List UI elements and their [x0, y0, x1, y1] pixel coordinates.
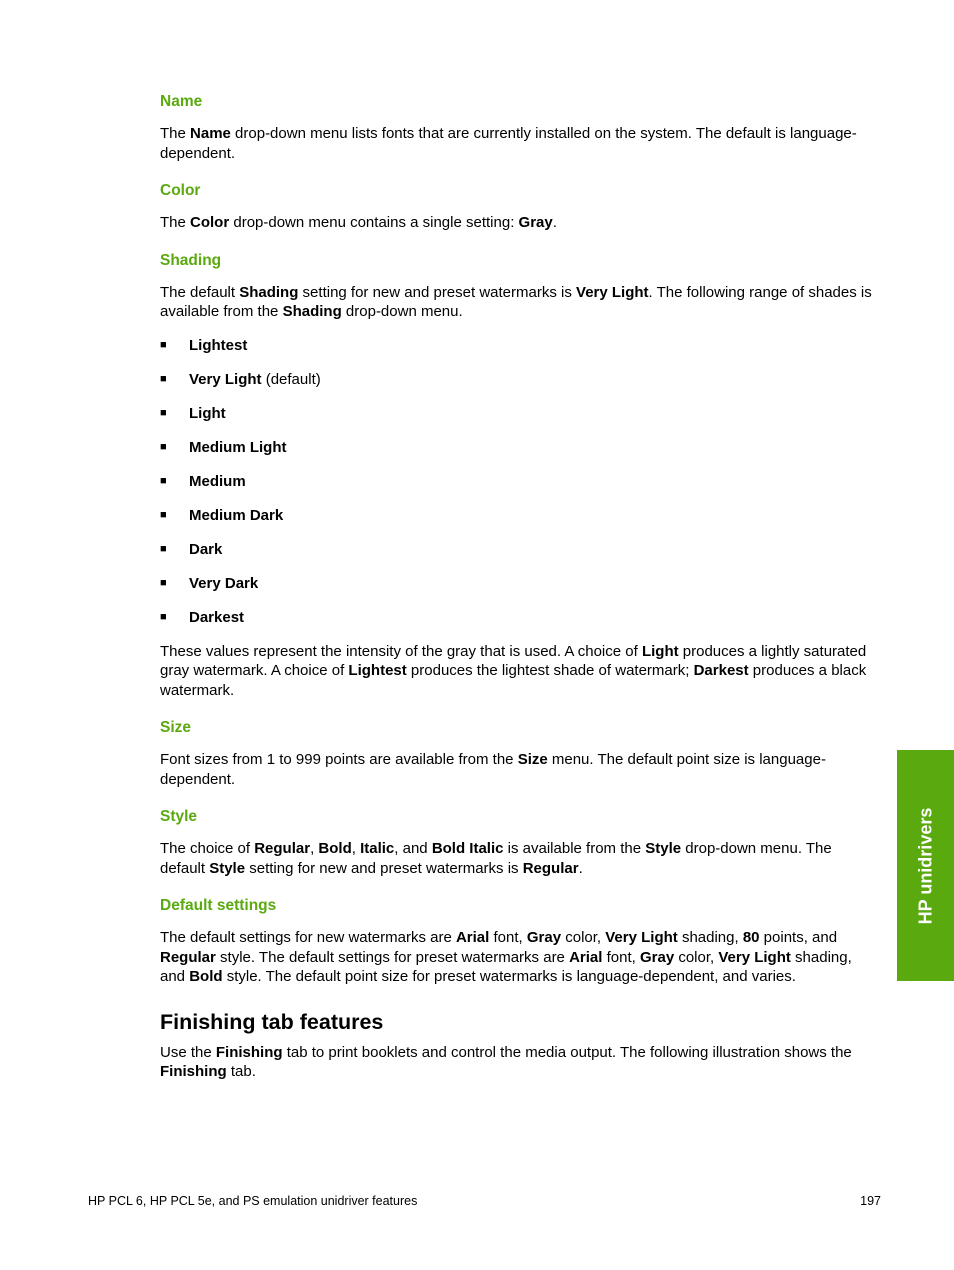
paragraph-style: [160, 839, 878, 878]
text-run: produces a black watermark.: [160, 662, 867, 699]
bold-term: Darkest: [693, 662, 749, 679]
text-run: The choice of: [160, 840, 255, 857]
bold-term: Arial: [569, 948, 603, 966]
bold-term: Regular: [522, 859, 579, 877]
list-item: [160, 472, 878, 506]
bold-term: Bold: [189, 968, 223, 985]
text-run: ,: [310, 840, 319, 857]
shading-option-note: (default): [261, 370, 321, 388]
paragraph-shading-explanation: [160, 642, 878, 701]
shading-option-label: Darkest: [189, 608, 245, 626]
section-heading-size: Size: [160, 719, 192, 736]
bold-term: Style: [645, 840, 682, 857]
bullet-square-icon: ■: [160, 508, 167, 521]
shading-option-label: Medium: [189, 472, 246, 490]
page-content: [160, 92, 878, 1082]
bold-term: Very Light: [576, 283, 649, 301]
bullet-square-icon: ■: [160, 610, 167, 623]
page-number: 197: [860, 1194, 881, 1208]
text-run: The: [160, 214, 191, 231]
list-item: [160, 574, 878, 608]
paragraph-default-settings: [160, 928, 878, 987]
bold-term: Color: [190, 214, 230, 231]
shading-option-label: Lightest: [189, 336, 248, 354]
section-heading-name: Name: [160, 93, 203, 110]
text-run: . The following range of shades is available from the: [160, 283, 872, 320]
list-item: [160, 336, 878, 370]
shading-option-label: Medium Dark: [189, 506, 284, 524]
text-run: , and: [394, 840, 432, 857]
bullet-square-icon: ■: [160, 338, 167, 351]
text-run: color,: [561, 929, 606, 946]
footer-title: HP PCL 6, HP PCL 5e, and PS emulation unidriver features: [88, 1194, 418, 1208]
text-run: The default: [160, 283, 240, 301]
bullet-square-icon: ■: [160, 474, 167, 487]
text-run: tab to print booklets and control the media output. The following illustration shows the: [282, 1043, 852, 1061]
bold-term: Regular: [254, 840, 311, 857]
paragraph-color: [160, 213, 878, 233]
bullet-square-icon: ■: [160, 406, 167, 419]
text-run: produces a lightly saturated gray watermark. A choice of: [160, 642, 867, 679]
text-run: color,: [674, 948, 719, 966]
text-run: style. The default point size for preset watermarks is language-dependent, and varies.: [222, 968, 796, 985]
text-run: menu. The default point size is language-dependent.: [160, 751, 826, 788]
list-item: [160, 540, 878, 574]
text-run: points, and: [759, 929, 838, 946]
shading-option-label: Light: [189, 404, 226, 422]
text-run: .: [578, 859, 583, 877]
bullet-square-icon: ■: [160, 576, 167, 589]
text-run: The default settings for new watermarks are: [160, 929, 456, 946]
list-item: [160, 608, 878, 642]
bold-term: Arial: [455, 929, 490, 946]
section-heading-finishing: Finishing tab features: [160, 1009, 384, 1034]
bold-term: Bold Italic: [431, 840, 504, 857]
text-run: shading,: [677, 929, 743, 946]
bold-term: Gray: [518, 214, 553, 231]
paragraph-name: [160, 124, 878, 163]
text-run: drop-down menu lists fonts that are currently installed on the system. The default is language-dependent.: [160, 125, 857, 162]
shading-list: [160, 336, 878, 642]
text-run: These values represent the intensity of the gray that is used. A choice of: [160, 642, 642, 660]
text-run: .: [552, 214, 557, 231]
bold-term: Style: [209, 859, 246, 877]
bold-term: Very Light: [718, 948, 791, 966]
bold-term: Gray: [639, 948, 675, 966]
text-run: drop-down menu. The default: [160, 840, 832, 877]
bold-term: Italic: [360, 840, 395, 857]
text-run: The: [160, 125, 191, 142]
list-item: [160, 506, 878, 540]
bold-term: 80: [742, 929, 760, 946]
bold-term: Very Light: [605, 929, 678, 946]
bold-term: Lightest: [348, 662, 407, 679]
shading-option-label: Very Light: [189, 370, 262, 388]
paragraph-size: [160, 750, 878, 789]
bold-term: Finishing: [215, 1043, 283, 1061]
bullet-square-icon: ■: [160, 542, 167, 555]
text-run: drop-down menu.: [341, 303, 463, 320]
bold-term: Shading: [239, 283, 299, 301]
paragraph-finishing: [160, 1043, 878, 1082]
section-heading-style: Style: [160, 808, 198, 825]
section-heading-color: Color: [160, 182, 201, 199]
list-item: [160, 404, 878, 438]
bold-term: Gray: [526, 929, 562, 946]
chapter-side-tab: [897, 750, 954, 981]
side-tab-label: HP unidrivers: [915, 807, 935, 924]
bold-term: Name: [190, 125, 231, 142]
shading-option-label: Very Dark: [189, 574, 259, 592]
shading-option-label: Dark: [189, 540, 223, 558]
text-run: is available from the: [503, 840, 646, 857]
text-run: setting for new and preset watermarks is: [298, 283, 577, 301]
section-heading-shading: Shading: [160, 251, 222, 269]
bold-term: Regular: [160, 948, 216, 966]
text-run: ,: [351, 840, 361, 857]
text-run: setting for new and preset watermarks is: [245, 859, 523, 877]
bold-term: Size: [517, 751, 548, 768]
shading-option-label: Medium Light: [189, 438, 287, 456]
text-run: drop-down menu contains a single setting:: [229, 214, 519, 231]
text-run: font,: [602, 948, 640, 966]
bold-term: Finishing: [160, 1063, 227, 1080]
text-run: produces the lightest shade of watermark;: [406, 662, 694, 679]
text-run: font,: [489, 929, 527, 946]
paragraph-shading-intro: [160, 283, 878, 322]
section-heading-default-settings: Default settings: [160, 897, 277, 914]
text-run: style. The default settings for preset watermarks are: [215, 948, 570, 966]
bullet-square-icon: ■: [160, 372, 167, 385]
text-run: tab.: [226, 1063, 256, 1080]
list-item: [160, 370, 878, 404]
bold-term: Shading: [282, 303, 342, 320]
list-item: [160, 438, 878, 472]
text-run: Font sizes from 1 to 999 points are available from the: [160, 751, 518, 768]
text-run: shading, and: [160, 948, 852, 985]
bold-term: Bold: [318, 840, 352, 857]
bullet-square-icon: ■: [160, 440, 167, 453]
bold-term: Light: [641, 642, 679, 660]
text-run: Use the: [160, 1043, 216, 1061]
